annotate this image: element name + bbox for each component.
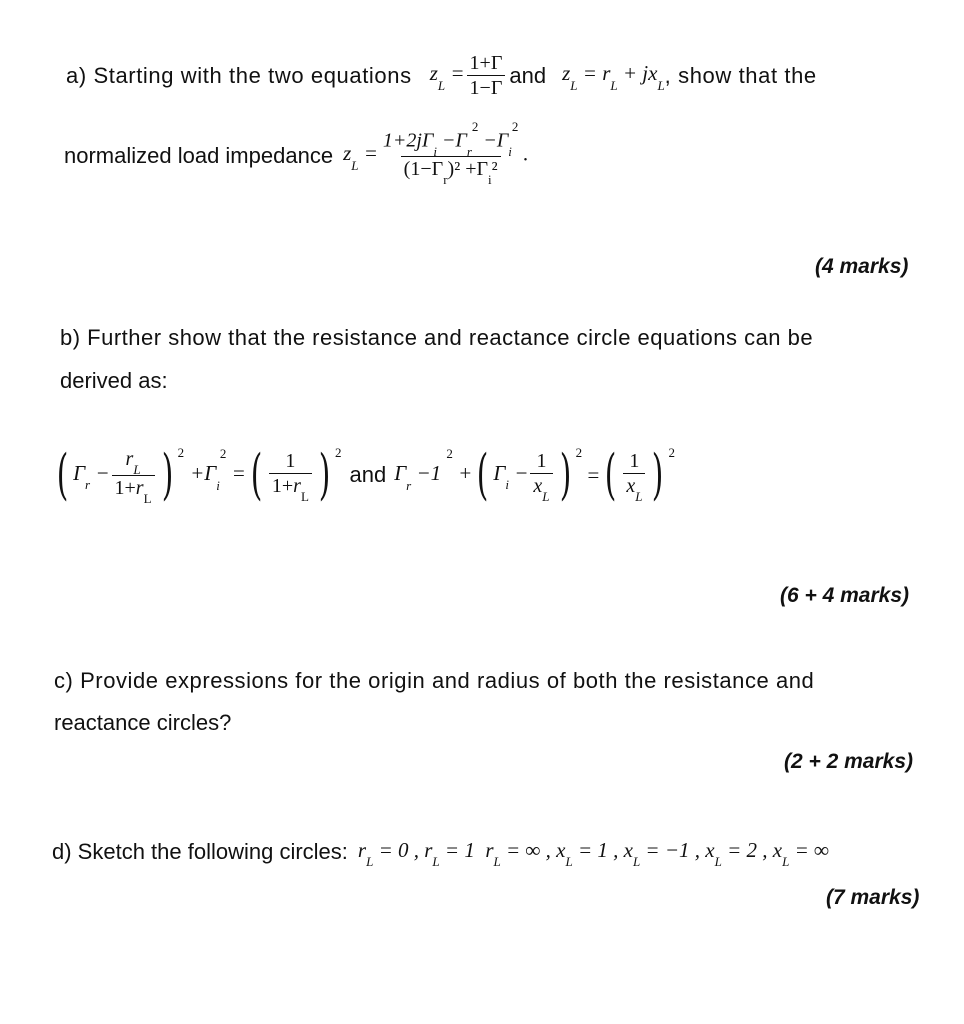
part-a-intro: a) Starting with the two equations — [66, 62, 412, 88]
part-b-equations — [52, 443, 676, 506]
resistance-circle-eq: ( $\Gamma_r$ − $\frac{r_L}{1+r_L}$ ) $^2$ $+\Gamma_i^2$ = ( $\frac{1}{1+r_L}$ ) $^2$ — [56, 443, 342, 506]
part-d-intro: d) Sketch the following circles: — [52, 839, 348, 865]
part-a-tail: , show that the — [664, 62, 817, 88]
part-d-circles: $r_L = 0$ , $r_L = 1$ $r_L$ = ∞ , $x_L = 1$ , $x_L = -1$ , $x_L = 2$ , $x_L$ = ∞ — [357, 838, 829, 870]
part-a-marks: (4 marks) — [815, 255, 909, 278]
part-a-result: $z_L$ = $\frac{1+2j\Gamma_i -\Gamma_r^2 -\Gamma_i^2}{(1-\Gamma_r)^2 +\Gamma_i^2}$ . — [343, 119, 529, 187]
part-c-line-2: reactance circles? — [54, 710, 232, 735]
part-b-marks: (6 + 4 marks) — [780, 584, 909, 607]
part-b-line-2: derived as: — [60, 368, 168, 393]
part-b-line-1: b) Further show that the resistance and reactance circle equations can be — [60, 325, 814, 350]
part-c-marks: (2 + 2 marks) — [784, 750, 913, 773]
part-d-marks: (7 marks) — [826, 886, 920, 909]
part-a-connector: and — [509, 62, 547, 88]
reactance-circle-eq: $\Gamma_r -1$ $^2$ + ( $\Gamma_i$ − $\frac{1}{x_L}$ ) $^2$ = ( $\frac{1}{x_L}$ ) $^2$ — [394, 443, 676, 506]
part-a-line-1 — [66, 52, 817, 99]
part-c-line-1: c) Provide expressions for the origin and radius of both the resistance and — [54, 668, 815, 693]
part-a-line-2 — [64, 119, 529, 187]
part-b-connector: and — [349, 462, 387, 487]
part-d-line — [52, 838, 829, 870]
part-a-line2: normalized load impedance — [64, 142, 334, 168]
part-a-eq2: $z_L = r_L + jx_L$ — [562, 61, 665, 93]
part-a-eq1: $z_L$ = $\frac{1+\Gamma}{1-\Gamma}$ — [430, 52, 508, 99]
